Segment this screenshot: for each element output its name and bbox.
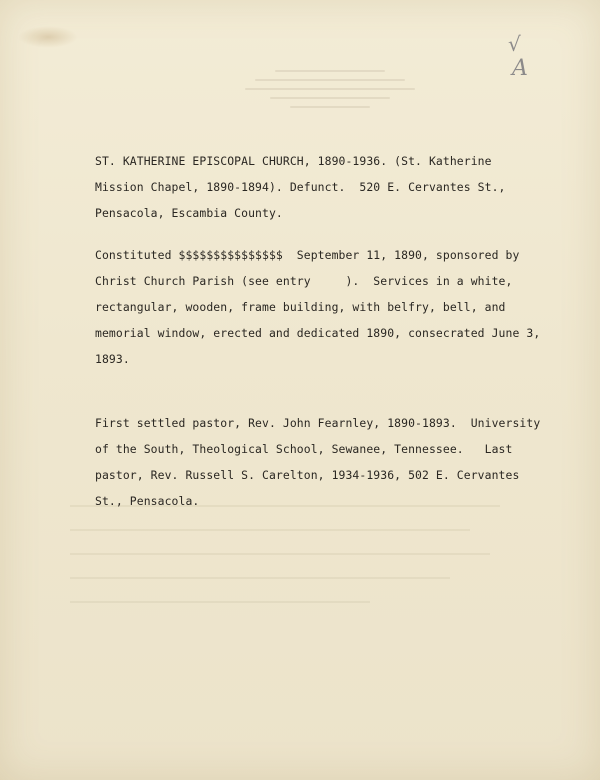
paragraph-church-heading (95, 148, 565, 226)
bleed-through-body (70, 505, 550, 625)
text-line: ST. KATHERINE EPISCOPAL CHURCH, 1890-1936. (St. Katherine (95, 154, 492, 168)
pencil-check-mark: √ (508, 32, 521, 56)
text-line: Pensacola, Escambia County. (95, 206, 283, 220)
text-line: Constituted $$$$$$$$$$$$$$$ September 11, 1890, sponsored by (95, 248, 520, 262)
text-line: rectangular, wooden, frame building, with belfry, bell, and (95, 300, 506, 314)
text-line: St., Pensacola. (95, 494, 200, 508)
text-line: 1893. (95, 352, 130, 366)
text-line: of the South, Theological School, Sewanee, Tennessee. Last (95, 442, 513, 456)
bleed-through-heading (230, 70, 430, 115)
pencil-initial-mark: A (512, 56, 528, 81)
paragraph-pastors (95, 410, 565, 514)
text-line: pastor, Rev. Russell S. Carelton, 1934-1936, 502 E. Cervantes (95, 468, 520, 482)
text-line: memorial window, erected and dedicated 1890, consecrated June 3, (95, 326, 541, 340)
paragraph-constitution (95, 242, 565, 372)
paper-stain (18, 26, 78, 48)
text-line: Christ Church Parish (see entry ). Services in a white, (95, 274, 513, 288)
text-line: First settled pastor, Rev. John Fearnley, 1890-1893. University (95, 416, 541, 430)
text-line: Mission Chapel, 1890-1894). Defunct. 520 E. Cervantes St., (95, 180, 506, 194)
